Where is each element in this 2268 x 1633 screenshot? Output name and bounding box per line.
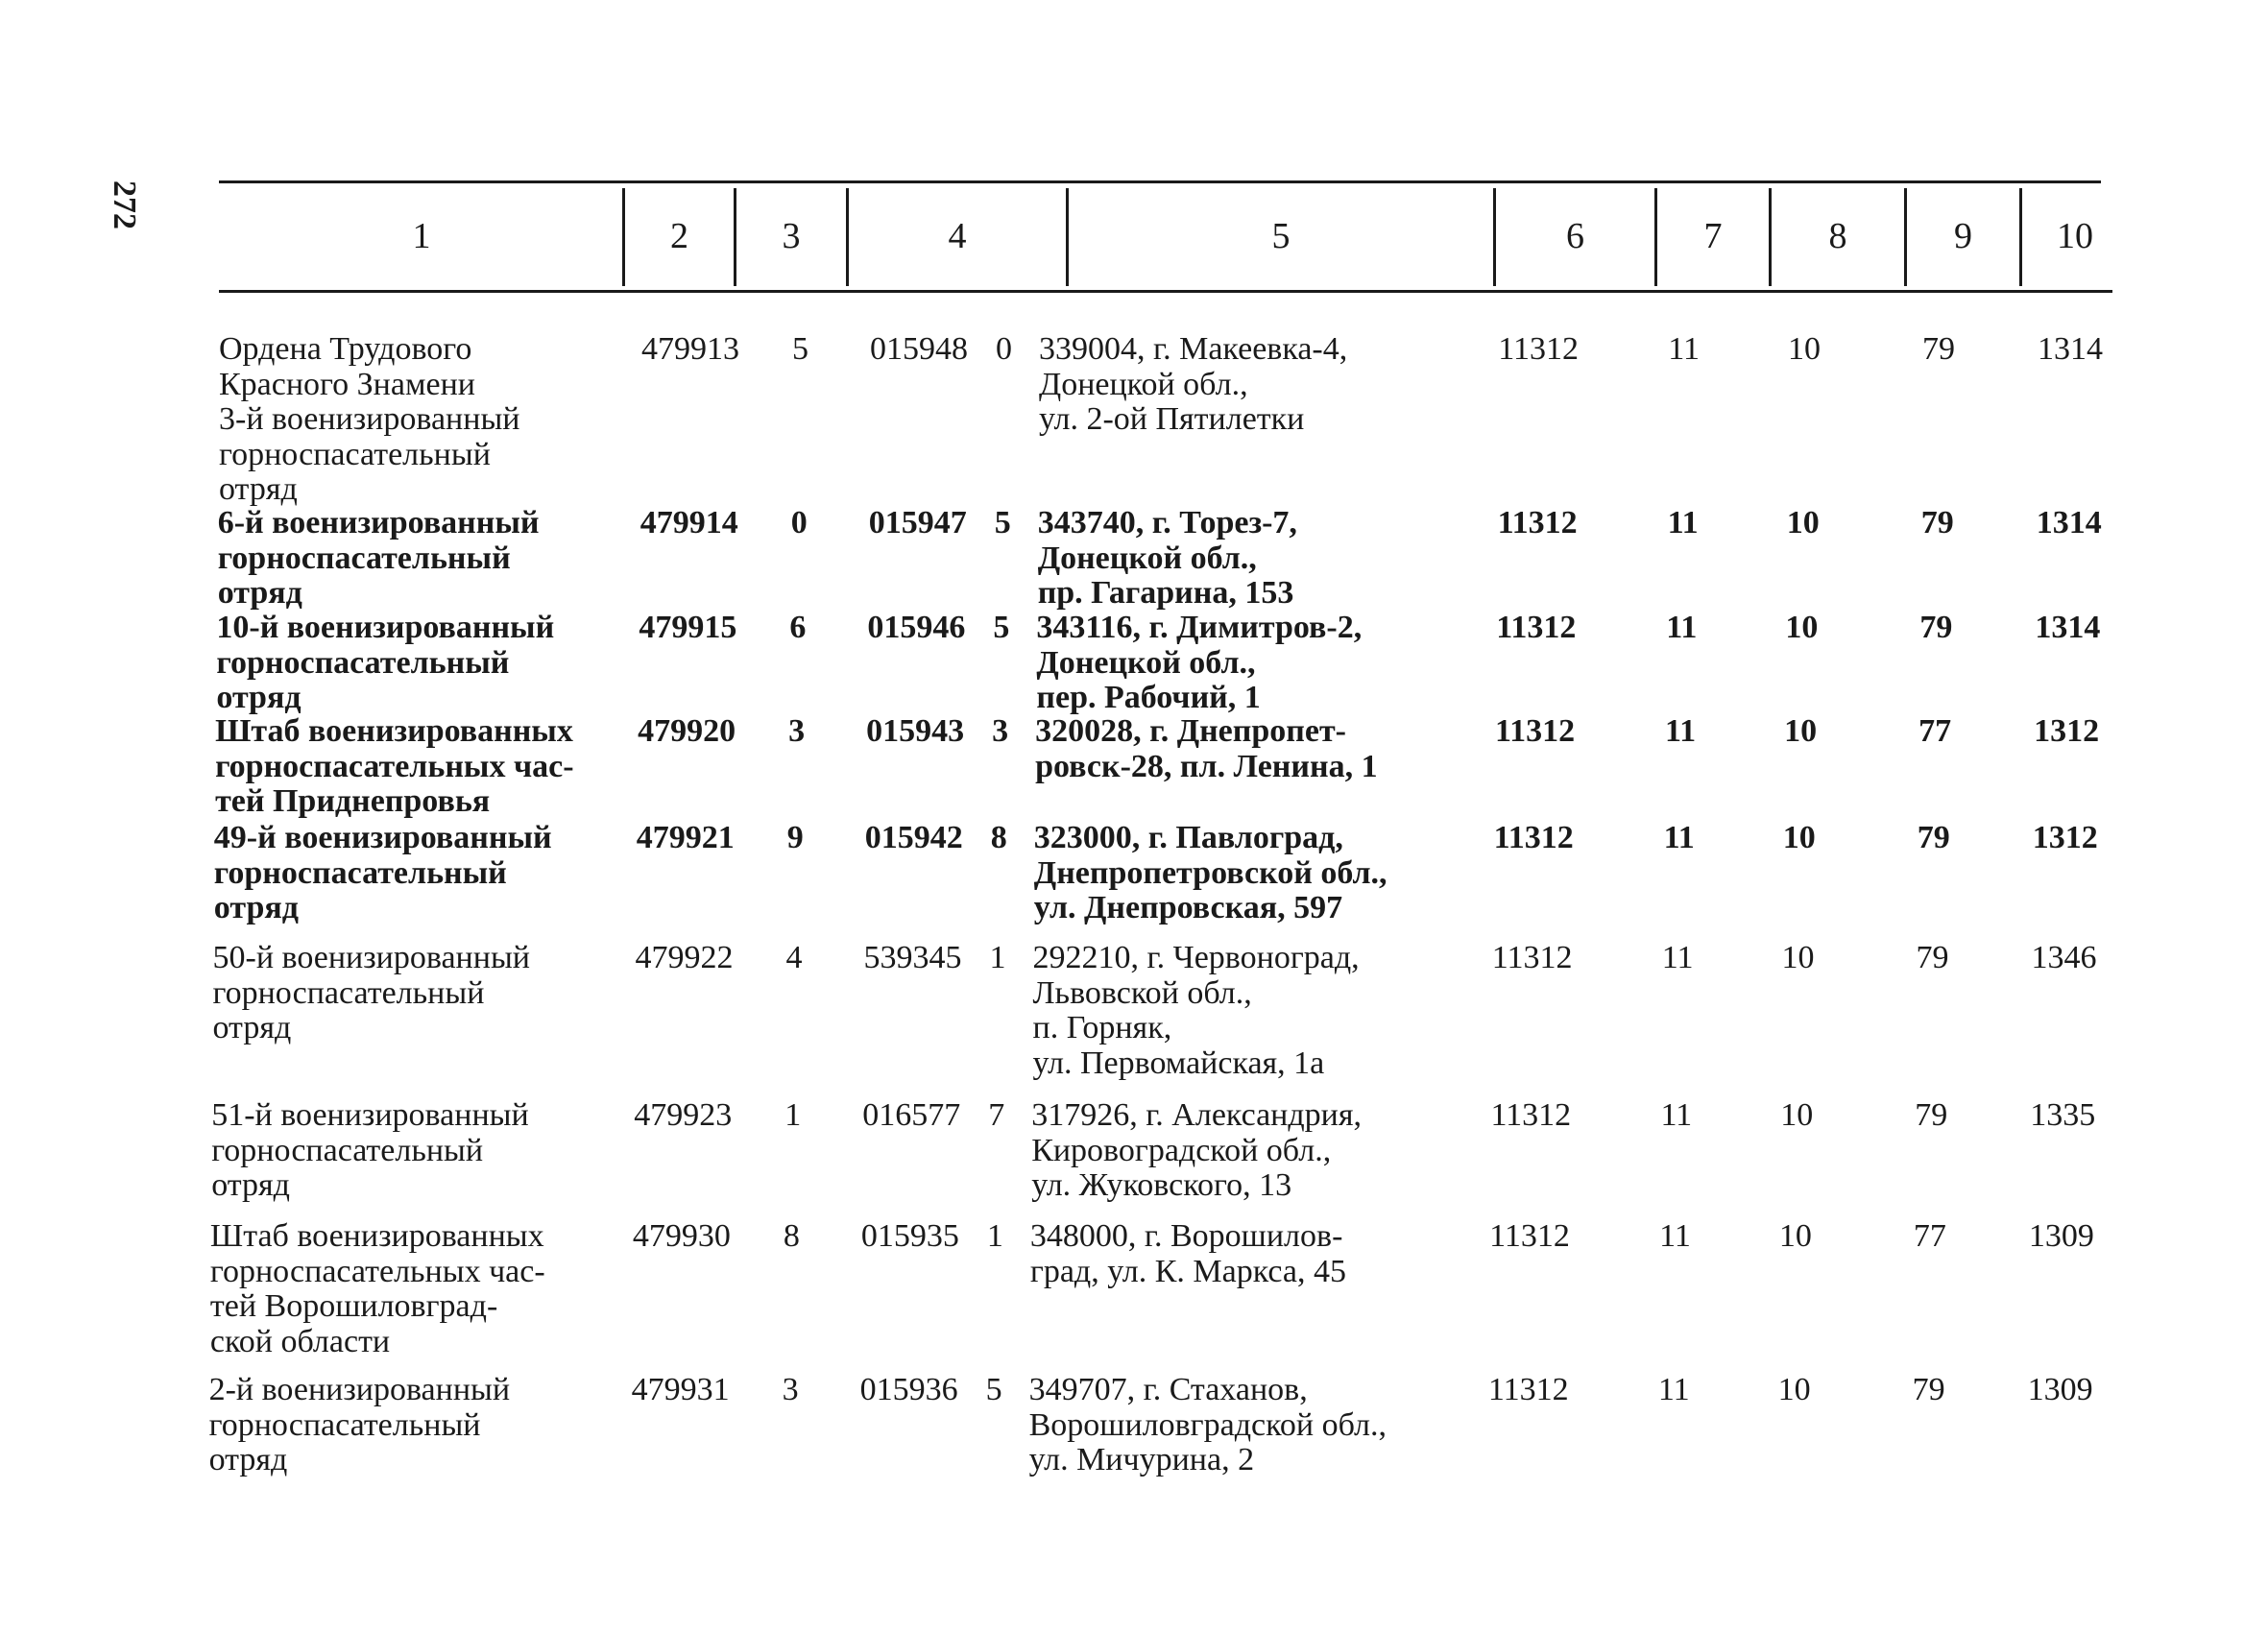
row-code3-cell: 4 bbox=[785, 940, 803, 975]
page-number: 272 bbox=[107, 180, 142, 229]
row-code9-cell: 79 bbox=[1920, 505, 1954, 540]
row-code2-cell: 479913 bbox=[641, 331, 739, 367]
row-code9-cell: 77 bbox=[1918, 713, 1952, 749]
row-code2-cell: 479922 bbox=[635, 940, 734, 975]
row-code2-cell: 479920 bbox=[638, 713, 736, 749]
row-code9-cell: 79 bbox=[1915, 1097, 1948, 1133]
row-address-cell: 339004, г. Макеевка-4, Донецкой обл., ул. 2-ой Пятилетки bbox=[1039, 331, 1348, 437]
row-code4b-cell: 3 bbox=[992, 713, 1009, 749]
row-code4b-cell: 7 bbox=[988, 1097, 1005, 1133]
row-name-cell: 50-й военизированный горноспасательный отряд bbox=[212, 940, 530, 1045]
row-code7-cell: 11 bbox=[1657, 1372, 1690, 1407]
row-code6-cell: 11312 bbox=[1493, 820, 1574, 855]
row-code8-cell: 10 bbox=[1786, 505, 1820, 540]
row-code8-cell: 10 bbox=[1778, 1218, 1812, 1254]
row-code4-cell: 539345 bbox=[863, 940, 962, 975]
row-code2-cell: 479931 bbox=[631, 1372, 730, 1407]
row-code10-cell: 1314 bbox=[2036, 505, 2102, 540]
row-code7-cell: 11 bbox=[1661, 940, 1694, 975]
row-code4-cell: 015948 bbox=[870, 331, 968, 367]
row-code6-cell: 11312 bbox=[1498, 331, 1579, 367]
row-code4b-cell: 5 bbox=[985, 1372, 1002, 1407]
row-code10-cell: 1312 bbox=[2034, 713, 2100, 749]
row-code3-cell: 1 bbox=[784, 1097, 802, 1133]
row-code10-cell: 1335 bbox=[2030, 1097, 2096, 1133]
row-code6-cell: 11312 bbox=[1494, 713, 1576, 749]
row-code6-cell: 11312 bbox=[1491, 940, 1573, 975]
row-address-cell: 348000, г. Ворошилов- град, ул. К. Маркса, 45 bbox=[1029, 1218, 1346, 1289]
row-code8-cell: 10 bbox=[1782, 820, 1816, 855]
row-name-cell: Ордена Трудового Красного Знамени 3-й военизированный горноспасательный отряд bbox=[219, 331, 520, 507]
row-code3-cell: 6 bbox=[789, 610, 807, 645]
row-address-cell: 343116, г. Димитров-2, Донецкой обл., пер. Рабочий, 1 bbox=[1036, 610, 1363, 715]
row-code6-cell: 11312 bbox=[1496, 610, 1577, 645]
row-code7-cell: 11 bbox=[1668, 331, 1700, 367]
row-code4b-cell: 0 bbox=[996, 331, 1012, 367]
row-code6-cell: 11312 bbox=[1497, 505, 1578, 540]
row-code9-cell: 79 bbox=[1917, 820, 1950, 855]
row-code6-cell: 11312 bbox=[1490, 1097, 1572, 1133]
column-header-1: 1 bbox=[412, 216, 431, 256]
row-code2-cell: 479914 bbox=[639, 505, 738, 540]
row-code8-cell: 10 bbox=[1785, 610, 1819, 645]
row-code10-cell: 1314 bbox=[2038, 331, 2103, 367]
row-code4-cell: 015946 bbox=[867, 610, 966, 645]
row-code7-cell: 11 bbox=[1666, 610, 1698, 645]
row-address-cell: 343740, г. Торез-7, Донецкой обл., пр. Гагарина, 153 bbox=[1037, 505, 1297, 611]
row-code2-cell: 479915 bbox=[639, 610, 737, 645]
row-code10-cell: 1309 bbox=[2028, 1218, 2094, 1254]
row-code9-cell: 79 bbox=[1919, 610, 1953, 645]
row-code2-cell: 479930 bbox=[632, 1218, 731, 1254]
row-code2-cell: 479923 bbox=[634, 1097, 733, 1133]
row-address-cell: 292210, г. Червоноград, Львовской обл., п. Горняк, ул. Первомайская, 1а bbox=[1032, 940, 1360, 1081]
row-code9-cell: 77 bbox=[1913, 1218, 1946, 1254]
row-code8-cell: 10 bbox=[1784, 713, 1818, 749]
row-address-cell: 317926, г. Александрия, Кировоградской обл., ул. Жуковского, 13 bbox=[1031, 1097, 1363, 1203]
row-code3-cell: 5 bbox=[792, 331, 808, 367]
column-header-6: 6 bbox=[1566, 216, 1584, 256]
column-header-9: 9 bbox=[1954, 216, 1972, 256]
row-address-cell: 349707, г. Стаханов, Ворошиловградской обл., ул. Мичурина, 2 bbox=[1028, 1372, 1387, 1477]
row-name-cell: 10-й военизированный горноспасательный отряд bbox=[216, 610, 555, 715]
row-code2-cell: 479921 bbox=[636, 820, 735, 855]
row-name-cell: 6-й военизированный горноспасательный отряд bbox=[217, 505, 540, 611]
row-name-cell: Штаб военизированных горноспасательных час- тей Ворошиловград- ской области bbox=[209, 1218, 545, 1359]
row-code3-cell: 8 bbox=[783, 1218, 800, 1254]
column-header-7: 7 bbox=[1703, 216, 1723, 256]
row-code10-cell: 1309 bbox=[2027, 1372, 2093, 1407]
row-code4-cell: 015943 bbox=[866, 713, 965, 749]
column-header-3: 3 bbox=[782, 216, 801, 256]
row-code8-cell: 10 bbox=[1780, 1097, 1814, 1133]
row-code4b-cell: 5 bbox=[993, 610, 1010, 645]
row-code8-cell: 10 bbox=[1777, 1372, 1811, 1407]
column-header-5: 5 bbox=[1271, 216, 1291, 256]
row-code6-cell: 11312 bbox=[1489, 1218, 1570, 1254]
row-code8-cell: 10 bbox=[1788, 331, 1821, 367]
row-code10-cell: 1312 bbox=[2032, 820, 2098, 855]
row-code9-cell: 79 bbox=[1922, 331, 1955, 367]
row-code7-cell: 11 bbox=[1659, 1218, 1691, 1254]
row-code9-cell: 79 bbox=[1916, 940, 1949, 975]
row-code10-cell: 1314 bbox=[2035, 610, 2101, 645]
row-code10-cell: 1346 bbox=[2031, 940, 2097, 975]
table-top-rule bbox=[219, 180, 2101, 183]
row-code3-cell: 3 bbox=[782, 1372, 799, 1407]
table-header-bottom-rule bbox=[219, 290, 2112, 293]
row-code3-cell: 3 bbox=[788, 713, 806, 749]
row-code4b-cell: 1 bbox=[986, 1218, 1003, 1254]
row-name-cell: 49-й военизированный горноспасательный отряд bbox=[213, 820, 552, 925]
column-header-10: 10 bbox=[2057, 216, 2093, 256]
column-header-4: 4 bbox=[948, 216, 967, 256]
row-code8-cell: 10 bbox=[1781, 940, 1815, 975]
row-code7-cell: 11 bbox=[1664, 713, 1697, 749]
row-code4b-cell: 8 bbox=[990, 820, 1007, 855]
row-code6-cell: 11312 bbox=[1487, 1372, 1569, 1407]
row-code4b-cell: 1 bbox=[989, 940, 1006, 975]
column-header-8: 8 bbox=[1828, 216, 1847, 256]
row-code9-cell: 79 bbox=[1912, 1372, 1945, 1407]
row-code4b-cell: 5 bbox=[994, 505, 1011, 540]
row-code7-cell: 11 bbox=[1660, 1097, 1693, 1133]
row-address-cell: 323000, г. Павлоград, Днепропетровской обл., ул. Днепровская, 597 bbox=[1033, 820, 1387, 925]
row-code4-cell: 015947 bbox=[868, 505, 967, 540]
row-name-cell: Штаб военизированных горноспасательных час- тей Приднепровья bbox=[215, 713, 574, 819]
row-code4-cell: 015935 bbox=[860, 1218, 959, 1254]
row-code3-cell: 0 bbox=[790, 505, 808, 540]
row-name-cell: 2-й военизированный горноспасательный отряд bbox=[208, 1372, 511, 1477]
row-code4-cell: 016577 bbox=[862, 1097, 961, 1133]
row-code7-cell: 11 bbox=[1667, 505, 1699, 540]
row-code4-cell: 015936 bbox=[859, 1372, 958, 1407]
row-code4-cell: 015942 bbox=[864, 820, 963, 855]
column-header-2: 2 bbox=[670, 216, 688, 256]
row-code7-cell: 11 bbox=[1663, 820, 1695, 855]
row-address-cell: 320028, г. Днепропет- ровск-28, пл. Ленина, 1 bbox=[1035, 713, 1378, 784]
row-code3-cell: 9 bbox=[786, 820, 804, 855]
row-name-cell: 51-й военизированный горноспасательный отряд bbox=[211, 1097, 529, 1203]
